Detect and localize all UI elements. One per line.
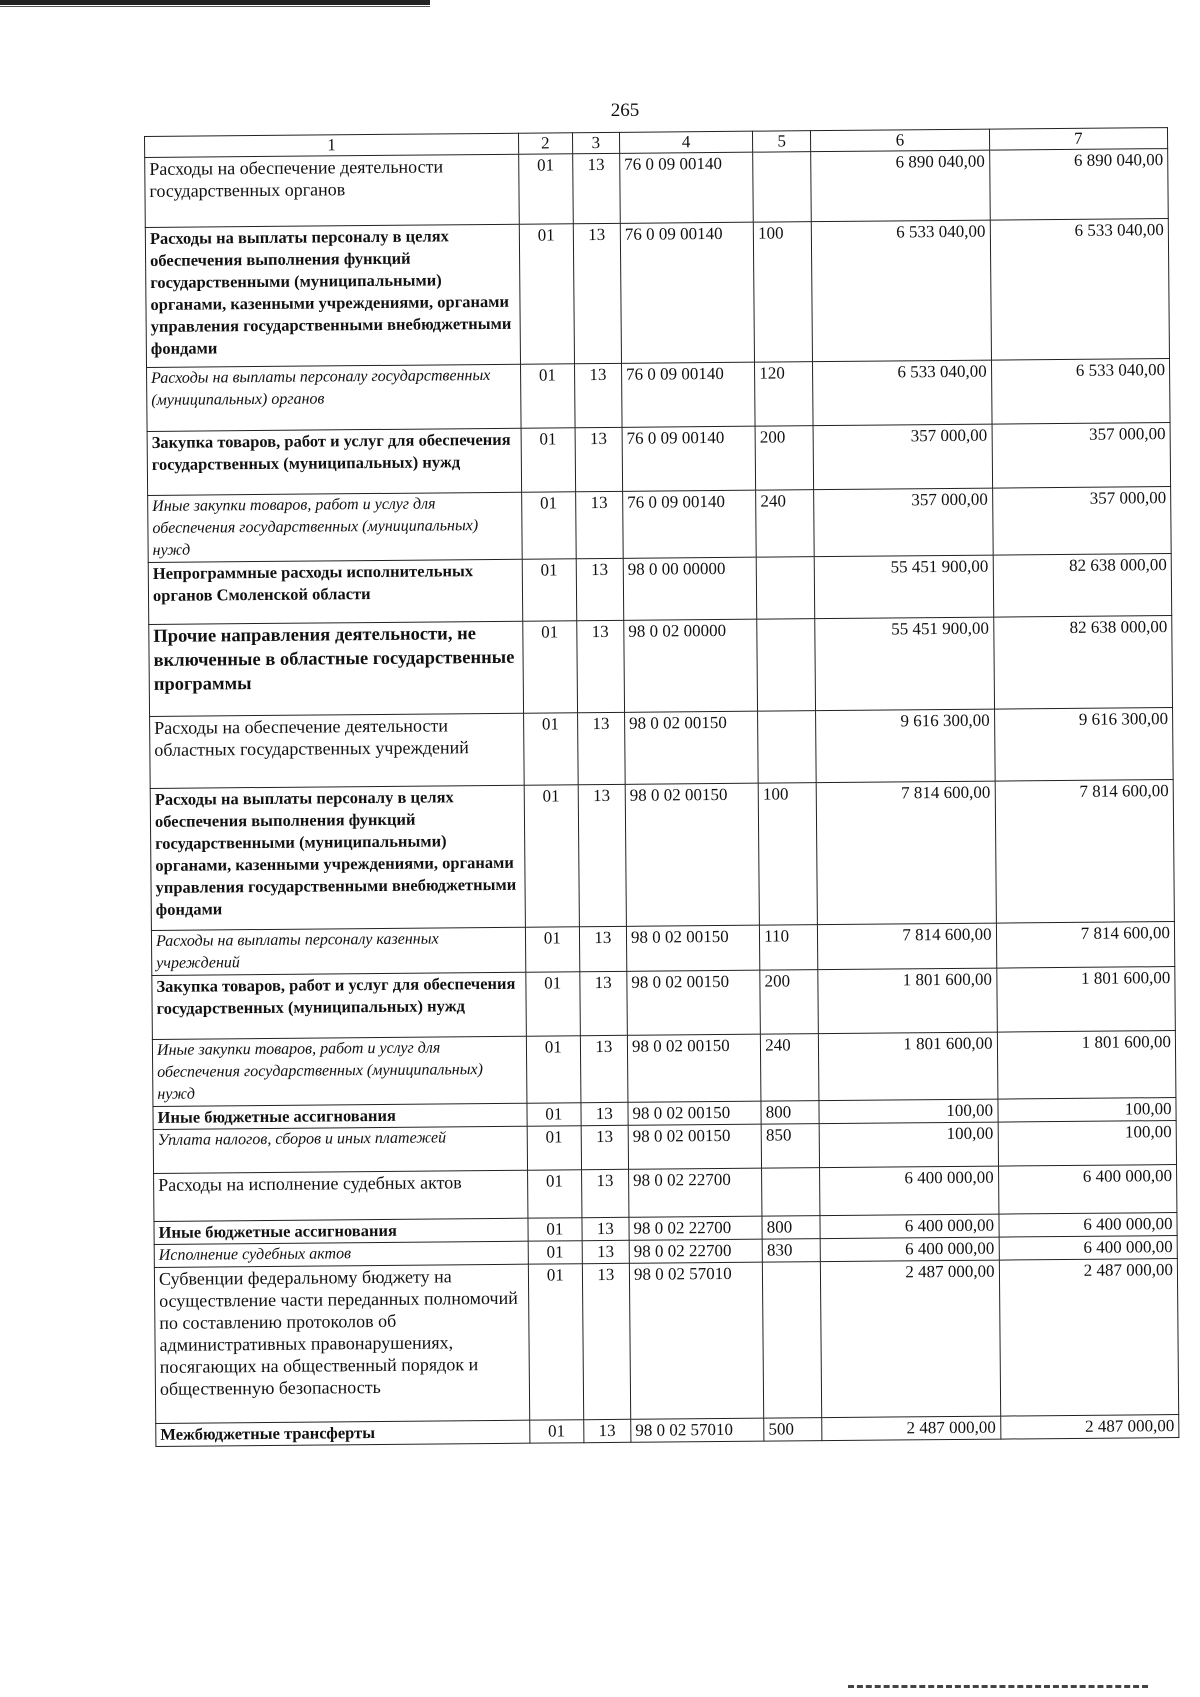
row-target-code-cell: 98 0 02 00000: [624, 619, 758, 712]
table-row: [145, 149, 1169, 228]
row-expense-type-cell: 120: [755, 362, 814, 427]
row-section-cell: 01: [528, 1218, 582, 1241]
row-amount-year1-cell: 6 400 000,00: [820, 1214, 999, 1239]
row-subsection-cell: 13: [576, 558, 624, 620]
row-expense-type-cell: [757, 619, 816, 712]
row-amount-year1-cell: 7 814 600,00: [816, 781, 996, 925]
row-target-code-cell: 98 0 02 22700: [628, 1168, 762, 1217]
row-section-cell: 01: [522, 559, 576, 621]
row-subsection-cell: 13: [579, 971, 627, 1035]
row-expense-type-cell: 850: [761, 1124, 819, 1169]
row-section-cell: 01: [519, 224, 574, 364]
row-subsection-cell: 13: [582, 1217, 629, 1240]
row-amount-year1-cell: 6 400 000,00: [820, 1166, 999, 1216]
row-name-cell: Исполнение судебных актов: [154, 1241, 528, 1267]
row-section-cell: 01: [527, 1170, 581, 1218]
row-name-cell: Закупка товаров, работ и услуг для обеспечения государственных (муниципальных) нужд: [152, 972, 526, 1039]
row-expense-type-cell: [763, 1262, 822, 1419]
row-target-code-cell: 98 0 02 00150: [627, 970, 761, 1035]
row-target-code-cell: 98 0 02 00150: [627, 1034, 761, 1102]
row-subsection-cell: 13: [580, 1035, 628, 1102]
row-expense-type-cell: 830: [762, 1239, 820, 1263]
table-row: [152, 967, 1176, 1040]
row-amount-year2-cell: 6 400 000,00: [999, 1236, 1178, 1261]
row-section-cell: 01: [528, 1264, 583, 1420]
row-name-cell: Расходы на исполнение судебных актов: [154, 1170, 528, 1221]
row-amount-year2-cell: 1 801 600,00: [996, 967, 1175, 1033]
row-target-code-cell: 76 0 09 00140: [620, 222, 754, 363]
row-amount-year1-cell: 1 801 600,00: [818, 968, 997, 1034]
row-amount-year1-cell: 6 533 040,00: [813, 360, 992, 426]
row-subsection-cell: 13: [579, 926, 627, 971]
row-expense-type-cell: [758, 711, 817, 784]
row-section-cell: 01: [526, 972, 580, 1036]
row-subsection-cell: 13: [582, 1240, 629, 1263]
row-amount-year2-cell: 1 801 600,00: [997, 1031, 1176, 1100]
row-subsection-cell: 13: [581, 1125, 629, 1169]
row-amount-year1-cell: 9 616 300,00: [816, 709, 995, 783]
row-target-code-cell: 98 0 02 00150: [625, 783, 759, 926]
table-row: [148, 487, 1172, 563]
row-subsection-cell: 13: [581, 1169, 629, 1217]
row-expense-type-cell: 200: [760, 970, 819, 1035]
row-amount-year2-cell: 2 487 000,00: [1000, 1415, 1179, 1440]
header-cell-6: 6: [811, 129, 990, 152]
row-subsection-cell: 13: [582, 1263, 631, 1419]
row-amount-year2-cell: 9 616 300,00: [994, 708, 1173, 782]
row-target-code-cell: 98 0 02 22700: [629, 1216, 762, 1240]
row-amount-year1-cell: 6 890 040,00: [811, 150, 990, 222]
header-cell-4: 4: [619, 131, 752, 153]
row-name-cell: Межбюджетные трансферты: [156, 1420, 530, 1446]
top-edge-rule: [0, 0, 430, 5]
row-section-cell: 01: [520, 364, 574, 428]
row-section-cell: 01: [527, 1126, 581, 1170]
row-amount-year1-cell: 100,00: [819, 1099, 998, 1124]
row-amount-year2-cell: 7 814 600,00: [996, 922, 1175, 969]
row-name-cell: Прочие направления деятельности, не включенные в областные государственные программы: [149, 621, 524, 716]
row-amount-year1-cell: 7 814 600,00: [818, 923, 997, 970]
header-cell-2: 2: [518, 133, 572, 154]
row-amount-year1-cell: 2 487 000,00: [821, 1260, 1001, 1418]
row-target-code-cell: 76 0 09 00140: [623, 490, 757, 558]
row-expense-type-cell: 110: [760, 925, 818, 971]
header-cell-5: 5: [753, 131, 811, 153]
budget-table: [144, 127, 1179, 1447]
row-section-cell: 01: [525, 927, 579, 972]
row-amount-year2-cell: 6 533 040,00: [990, 219, 1170, 361]
row-name-cell: Расходы на выплаты персоналу казенных учреждений: [151, 927, 525, 975]
row-subsection-cell: 13: [581, 1102, 628, 1125]
row-section-cell: 01: [528, 1241, 582, 1264]
header-cell-3: 3: [572, 132, 619, 153]
row-section-cell: 01: [526, 1036, 580, 1103]
table-row: [147, 359, 1171, 432]
page-number: 265: [610, 100, 640, 121]
row-subsection-cell: 13: [576, 620, 624, 712]
row-amount-year2-cell: 82 638 000,00: [993, 616, 1172, 710]
table-row: [149, 616, 1173, 717]
row-subsection-cell: 13: [572, 153, 620, 223]
row-amount-year2-cell: 6 890 040,00: [989, 149, 1168, 221]
row-amount-year1-cell: 357 000,00: [814, 488, 993, 557]
row-subsection-cell: 13: [577, 712, 625, 784]
row-expense-type-cell: 500: [764, 1418, 822, 1442]
row-amount-year1-cell: 357 000,00: [813, 424, 992, 490]
row-subsection-cell: 13: [583, 1419, 630, 1442]
row-section-cell: 01: [519, 154, 573, 224]
table-row: [152, 1031, 1176, 1107]
row-expense-type-cell: 800: [762, 1216, 820, 1240]
header-cell-7: 7: [989, 128, 1168, 151]
row-target-code-cell: 76 0 09 00140: [620, 152, 754, 223]
row-amount-year1-cell: 6 533 040,00: [811, 220, 991, 362]
row-name-cell: Закупка товаров, работ и услуг для обеспечения государственных (муниципальных) нужд: [147, 428, 521, 495]
row-amount-year2-cell: 7 814 600,00: [995, 780, 1175, 924]
row-name-cell: Расходы на выплаты персоналу в целях обеспечения выполнения функций государственными (муниципальными) органами, казенными учреждениями, органами управления государственными внебюджетными фондами: [150, 785, 525, 930]
row-expense-type-cell: [756, 557, 815, 620]
row-section-cell: 01: [524, 713, 578, 785]
row-name-cell: Расходы на обеспечение деятельности государственных органов: [145, 154, 520, 227]
row-name-cell: Расходы на выплаты персоналу в целях обеспечения выполнения функций государственными (муниципальными) органами, казенными учреждениями, органами управления государственными внебюджетными фондами: [145, 224, 520, 367]
row-name-cell: Непрограммные расходы исполнительных органов Смоленской области: [148, 559, 522, 624]
row-amount-year2-cell: 357 000,00: [992, 487, 1171, 556]
row-amount-year1-cell: 55 451 900,00: [815, 617, 994, 711]
header-cell-1: 1: [145, 133, 519, 157]
row-amount-year1-cell: 6 400 000,00: [820, 1237, 999, 1262]
row-name-cell: Иные закупки товаров, работ и услуг для обеспечения государственных (муниципальных) нужд: [148, 492, 523, 562]
row-amount-year2-cell: 2 487 000,00: [999, 1259, 1179, 1417]
row-expense-type-cell: [753, 152, 812, 223]
row-name-cell: Уплата налогов, сборов и иных платежей: [153, 1126, 527, 1173]
row-name-cell: Субвенции федеральному бюджету на осуществление части переданных полномочий по составлению протоколов об административных правонарушениях, посягающих на общественный порядок и общественную безопасность: [154, 1264, 529, 1423]
row-name-cell: Расходы на обеспечение деятельности областных государственных учреждений: [150, 713, 525, 788]
row-subsection-cell: 13: [574, 363, 622, 427]
row-amount-year1-cell: 2 487 000,00: [822, 1416, 1001, 1441]
row-section-cell: 01: [521, 428, 575, 492]
row-name-cell: Расходы на выплаты персоналу государственных (муниципальных) органов: [147, 364, 521, 431]
row-name-cell: Иные бюджетные ассигнования: [153, 1103, 527, 1129]
row-amount-year2-cell: 6 533 040,00: [991, 359, 1170, 425]
row-expense-type-cell: 240: [756, 490, 815, 558]
row-amount-year2-cell: 6 400 000,00: [999, 1213, 1178, 1238]
row-section-cell: 01: [523, 621, 578, 713]
row-target-code-cell: 98 0 02 22700: [629, 1239, 762, 1263]
row-expense-type-cell: 240: [761, 1034, 820, 1102]
row-expense-type-cell: 100: [758, 783, 817, 926]
row-name-cell: Иные закупки товаров, работ и услуг для обеспечения государственных (муниципальных) нужд: [152, 1036, 527, 1106]
row-amount-year1-cell: 100,00: [819, 1122, 998, 1168]
row-subsection-cell: 13: [578, 784, 627, 926]
row-name-cell: Иные бюджетные ассигнования: [154, 1218, 528, 1244]
row-target-code-cell: 98 0 02 00150: [626, 925, 760, 971]
row-section-cell: 01: [530, 1420, 584, 1443]
top-edge-rule-thin: [0, 6, 430, 7]
row-target-code-cell: 98 0 00 00000: [623, 557, 757, 620]
row-target-code-cell: 98 0 02 00150: [628, 1124, 762, 1169]
table-row: [150, 708, 1174, 789]
row-section-cell: 01: [524, 785, 579, 927]
row-amount-year2-cell: 6 400 000,00: [998, 1165, 1177, 1215]
row-section-cell: 01: [527, 1103, 581, 1126]
row-amount-year1-cell: 55 451 900,00: [814, 555, 993, 619]
row-target-code-cell: 76 0 09 00140: [621, 362, 755, 427]
table-row: [150, 780, 1174, 931]
row-target-code-cell: 98 0 02 57010: [629, 1262, 764, 1419]
row-target-code-cell: 98 0 02 00150: [628, 1101, 761, 1125]
table-row: [148, 554, 1172, 625]
row-amount-year2-cell: 82 638 000,00: [993, 554, 1172, 618]
row-expense-type-cell: 200: [755, 426, 814, 491]
row-target-code-cell: 98 0 02 57010: [631, 1418, 764, 1442]
row-expense-type-cell: 100: [753, 222, 812, 363]
scan-edge-mark: [848, 1685, 1148, 1691]
row-amount-year2-cell: 100,00: [998, 1098, 1177, 1123]
row-amount-year1-cell: 1 801 600,00: [819, 1032, 998, 1101]
row-expense-type-cell: 800: [761, 1101, 819, 1125]
row-section-cell: 01: [522, 492, 576, 559]
table-row: [154, 1259, 1178, 1424]
table-row: [147, 423, 1171, 496]
row-target-code-cell: 98 0 02 00150: [625, 711, 759, 784]
row-subsection-cell: 13: [575, 427, 623, 491]
row-amount-year2-cell: 357 000,00: [992, 423, 1171, 489]
row-target-code-cell: 76 0 09 00140: [622, 426, 756, 491]
row-subsection-cell: 13: [575, 491, 623, 558]
row-expense-type-cell: [762, 1168, 820, 1217]
table-row: [145, 219, 1169, 368]
row-subsection-cell: 13: [573, 223, 622, 363]
row-amount-year2-cell: 100,00: [998, 1121, 1177, 1167]
